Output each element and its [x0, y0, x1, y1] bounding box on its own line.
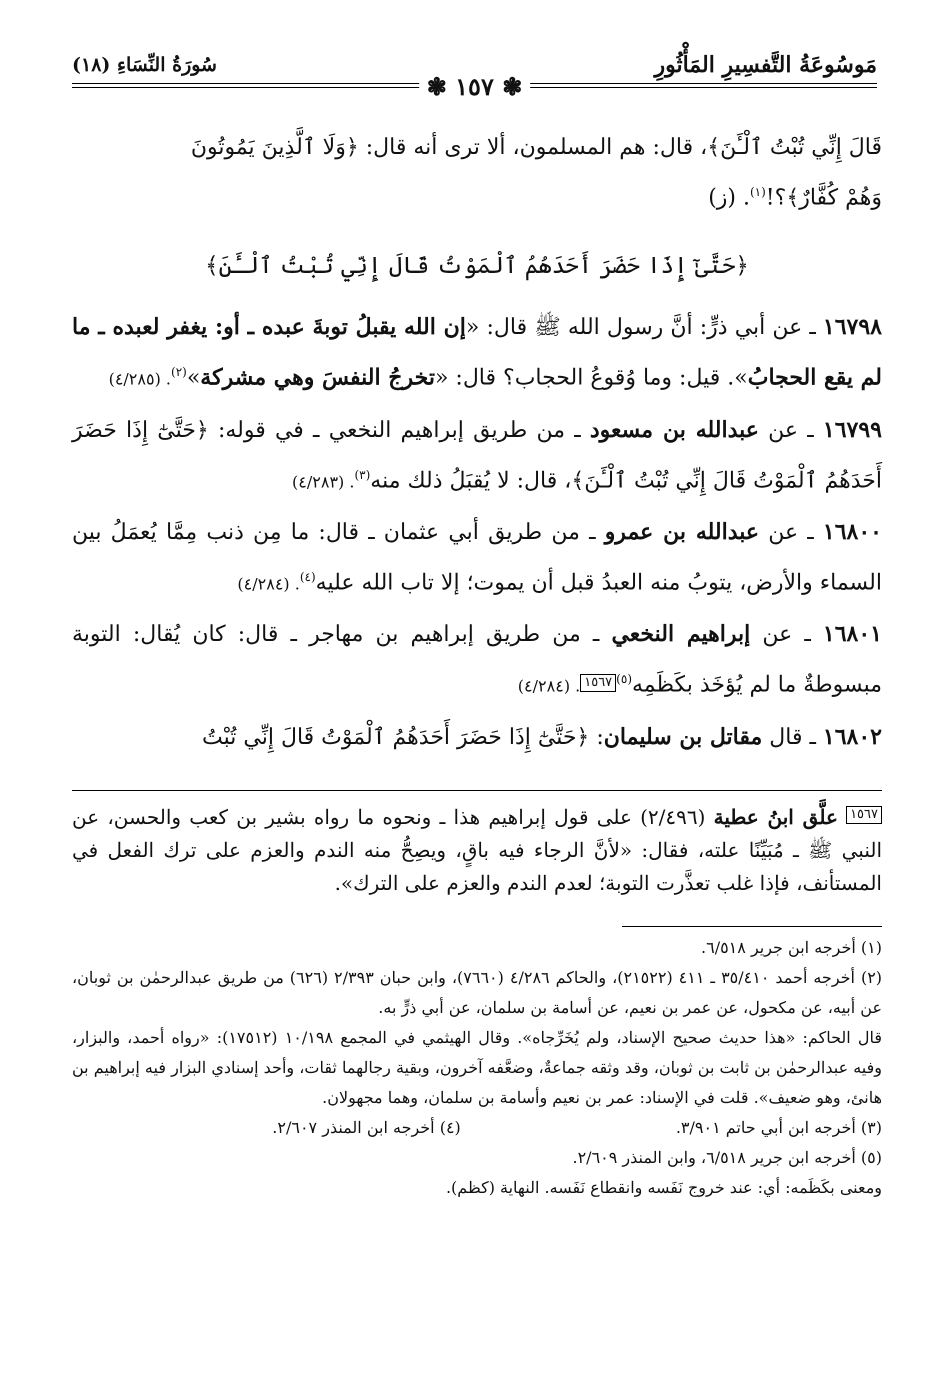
ornament-left-icon: ❃ — [426, 72, 447, 101]
entry-text: ـ من طريق إبراهيم النخعي ـ في قوله: ﴿حَتَّىٰٓ إِذَا حَضَرَ أَحَدَهُمُ ٱلْمَوْتُ قَالَ إِنِّي تُبْتُ ٱلْـَٔنَ﴾، قال: لا يُقبَلُ ذلك منه — [72, 417, 882, 493]
entry-text: : ﴿حَتَّىٰٓ إِذَا حَضَرَ أَحَدَهُمُ ٱلْمَوْتُ قَالَ إِنِّي تُبْتُ — [202, 724, 604, 750]
footnote-5-note: ومعنى بكَظَمه: أي: عند خروج نَفَسه وانقطاع نَفَسه. النهاية (كظم). — [445, 1177, 882, 1197]
volume-ref: . (٤/٢٨٤) — [237, 574, 300, 594]
footnote-ref-5: (٥) — [616, 672, 632, 687]
entry-16799 — [72, 408, 882, 504]
footnote-5: (٥) أخرجه ابن جرير ٦/٥١٨، وابن المنذر ٢/٦٠٩. — [572, 1147, 882, 1167]
commentary-block — [72, 801, 882, 900]
footnote-ref-3: (٣) — [354, 467, 371, 482]
volume-ref: . (٤/٢٨٥) — [108, 369, 171, 389]
footnote-ref-2: (٢) — [171, 365, 187, 380]
ornament-right-icon: ❃ — [502, 72, 523, 101]
page-header — [72, 50, 877, 100]
entry-number: ١٦٧٩٩ — [822, 416, 882, 443]
volume-ref: . (٤/٢٨٣) — [292, 471, 355, 491]
entry-text: ـ عن أبي ذرٍّ: أنَّ رسول الله ﷺ قال: « — [465, 315, 823, 341]
footnote-2: (٢) أخرجه أحمد ٣٥/٤١٠ ـ ٤١١ (٢١٥٢٢)، والحاكم ٤/٢٨٦ (٧٦٦٠)، وابن حبان ٢/٣٩٣ (٦٢٦) من طريق عبدالرحمٰن بن ثوبان، عن أبيه، عن مكحول، عن عمر بن نعيم، عن أسامة بن سلمان، عن أبي ذرٍّ به. — [72, 967, 883, 1017]
ayah-heading: ﴿حَتَّىٰٓ إِذَا حَضَرَ أَحَدَهُمُ ٱلْمَوْتُ قَالَ إِنِّي تُبْتُ ٱلْـَٔنَ﴾ — [205, 253, 749, 280]
footnote-2-note: قال الحاكم: «هذا حديث صحيح الإسناد، ولم يُخَرِّجاه». وقال الهيثمي في المجمع ١٠/١٩٨ (١٧٥١٢): «رواه أحمد، والبزار، وفيه عبدالرحمٰن بن ثابت بن ثوبان، وقد وثقه جماعةٌ، وضعَّفه آخرون، وبقية رجالهما ثقات، وأحد إسنادي البزار فيه إبراهيم بن هانئ، وهو ضعيف». قلت في الإسناد: عمر بن نعيم وأسامة بن سلمان، وهما مجهولان. — [72, 1027, 883, 1107]
commentary-divider — [72, 790, 882, 791]
entry-text: ـ من طريق أبي عثمان ـ قال: ما مِن ذنب مِمَّا يُعمَلُ بين السماء والأرض، يتوبُ منه العبدُ قبل أن يموت؛ إلا تاب الله عليه — [72, 519, 882, 596]
entry-number: ١٦٨٠٠ — [822, 518, 882, 545]
volume-ref: . (٤/٢٨٤) — [517, 676, 581, 696]
intro-line-2-end: . (ز) — [708, 185, 750, 211]
series-title: مَوسُوعَةُ التَّفسِيرِ المَأْثُورِ — [654, 52, 877, 78]
footnotes — [72, 933, 882, 1203]
entry-16801 — [72, 612, 882, 708]
footnote-3: (٣) أخرجه ابن أبي حاتم ٣/٩٠١. — [675, 1117, 882, 1137]
intro-line-2 — [72, 170, 882, 220]
entry-number: ١٦٨٠٢ — [822, 723, 882, 750]
commentary-text: (٢/٤٩٦) على قول إبراهيم هذا ـ ونحوه ما رواه بشير بن كعب والحسن، عن النبي ﷺ ـ مُبَيِّنًا علته، فقال: «لأنَّ الرجاء فيه باقٍ، ويصِحُّ منه الندم والعزم على ترك الفعل في المستأنف، فإذا غلب تعذَّرت التوبة؛ لعدم الندم والعزم على الترك». — [72, 804, 882, 895]
commentary-marker: ١٥٦٧ — [580, 674, 616, 692]
entry-bold: مقاتل بن سليمان — [603, 723, 763, 750]
page-number-text: ١٥٧ — [455, 72, 494, 101]
entry-bold: تخرجُ النفسَ وهي مشركة — [200, 364, 435, 391]
entry-text: ـ عن — [759, 519, 823, 545]
intro-paragraph — [72, 125, 882, 220]
entry-text: ـ قال — [762, 724, 823, 750]
entry-text: ـ من طريق إبراهيم بن مهاجر ـ قال: كان يُقال: التوبة مبسوطةٌ ما لم يُؤخَذ بكَظَمِه — [72, 622, 882, 698]
footnote-4: (٤) أخرجه ابن المنذر ٢/٦٠٧. — [272, 1117, 461, 1137]
intro-line-1: قَالَ إِنِّي تُبْتُ ٱلْـَٔنَ﴾، قال: هم المسلمون، ألا ترى أنه قال: ﴿وَلَا ٱلَّذِينَ يَمُوتُونَ — [190, 135, 882, 160]
surah-label: سُورَةُ النِّسَاءِ (١٨) — [72, 54, 217, 76]
entry-text: ـ عن — [758, 417, 823, 443]
entry-bold: إبراهيم النخعي — [611, 621, 751, 648]
footnote-row-3-4 — [72, 1113, 882, 1143]
entry-text: ». قيل: وما وُقوعُ الحجاب؟ قال: « — [434, 365, 748, 391]
footnote-ref-4: (٤) — [299, 569, 316, 584]
footnote-divider — [622, 926, 882, 927]
entry-number: ١٦٧٩٨ — [822, 314, 882, 341]
entry-text: » — [186, 365, 201, 391]
entry-16802 — [72, 715, 882, 760]
entry-text: ـ عن — [750, 622, 823, 648]
entry-bold: إن الله يقبلُ توبةَ عبده ـ أو: يغفر لعبده ـ ما لم يقع الحجابُ — [72, 314, 882, 391]
entry-16798 — [72, 305, 882, 401]
entry-number: ١٦٨٠١ — [822, 621, 882, 648]
footnote-ref-1: (١) — [749, 185, 766, 199]
footnote-1: (١) أخرجه ابن جرير ٦/٥١٨. — [701, 937, 882, 957]
commentary-bold: علَّق ابنُ عطية — [713, 804, 838, 829]
page-body — [72, 125, 882, 1203]
entry-16800 — [72, 510, 882, 606]
page-number — [419, 72, 531, 101]
commentary-marker: ١٥٦٧ — [846, 806, 882, 824]
entry-bold: عبدالله بن مسعود — [589, 416, 759, 443]
intro-line-2-text: وَهُمْ كُفَّارٌ﴾؟! — [765, 185, 882, 211]
entry-bold: عبدالله بن عمرو — [604, 518, 760, 545]
